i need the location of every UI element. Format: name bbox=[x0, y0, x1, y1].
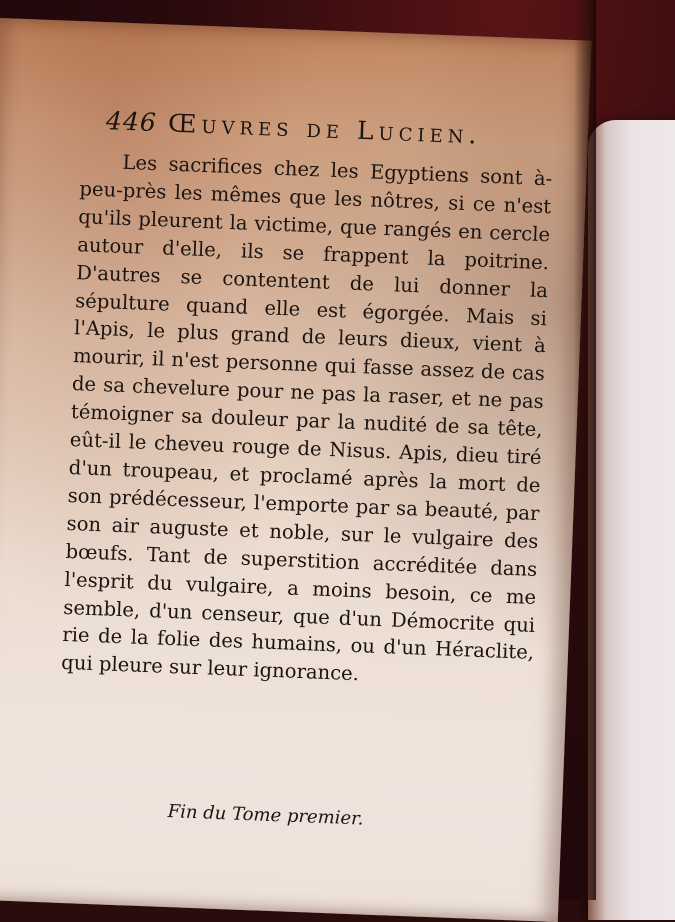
facing-page-edge bbox=[588, 120, 675, 920]
end-of-volume-note: Fin du Tome premier. bbox=[167, 801, 364, 830]
book-page bbox=[0, 18, 592, 922]
page-number: 446 bbox=[105, 106, 158, 138]
running-title: Œuvres de Lucien. bbox=[167, 108, 482, 150]
gutter-shadow bbox=[574, 0, 596, 900]
body-paragraph: Les sacrifices chez les Egyptiens sont à-peu-près les mêmes que les nôtres, si ce n'est qu'ils pleurent la victime, que rangés en cercle autour d'elle, ils se frappent la poitrine. D'autres se contentent de lui donner la sépulture quand elle est égorgée. Mais si l'Apis, le plus grand de leurs dieux, vient à mourir, il n'est personne qui fasse assez de cas de sa chevelure pour ne pas la raser, et ne pas témoigner sa douleur par la nudité de sa tête, eût-il le cheveu rouge de Nisus. Apis, dieu tiré d'un troupeau, et proclamé après la mort de son prédécesseur, l'emporte par sa beauté, par son air auguste et noble, sur le vulgaire des bœufs. Tant de superstition accréditée dans l'esprit du vulgaire, a moins besoin, ce me semble, d'un censeur, que d'un Démocrite qui rie de la folie des humains, ou d'un Héraclite, qui pleure sur leur ignorance. bbox=[60, 150, 553, 686]
